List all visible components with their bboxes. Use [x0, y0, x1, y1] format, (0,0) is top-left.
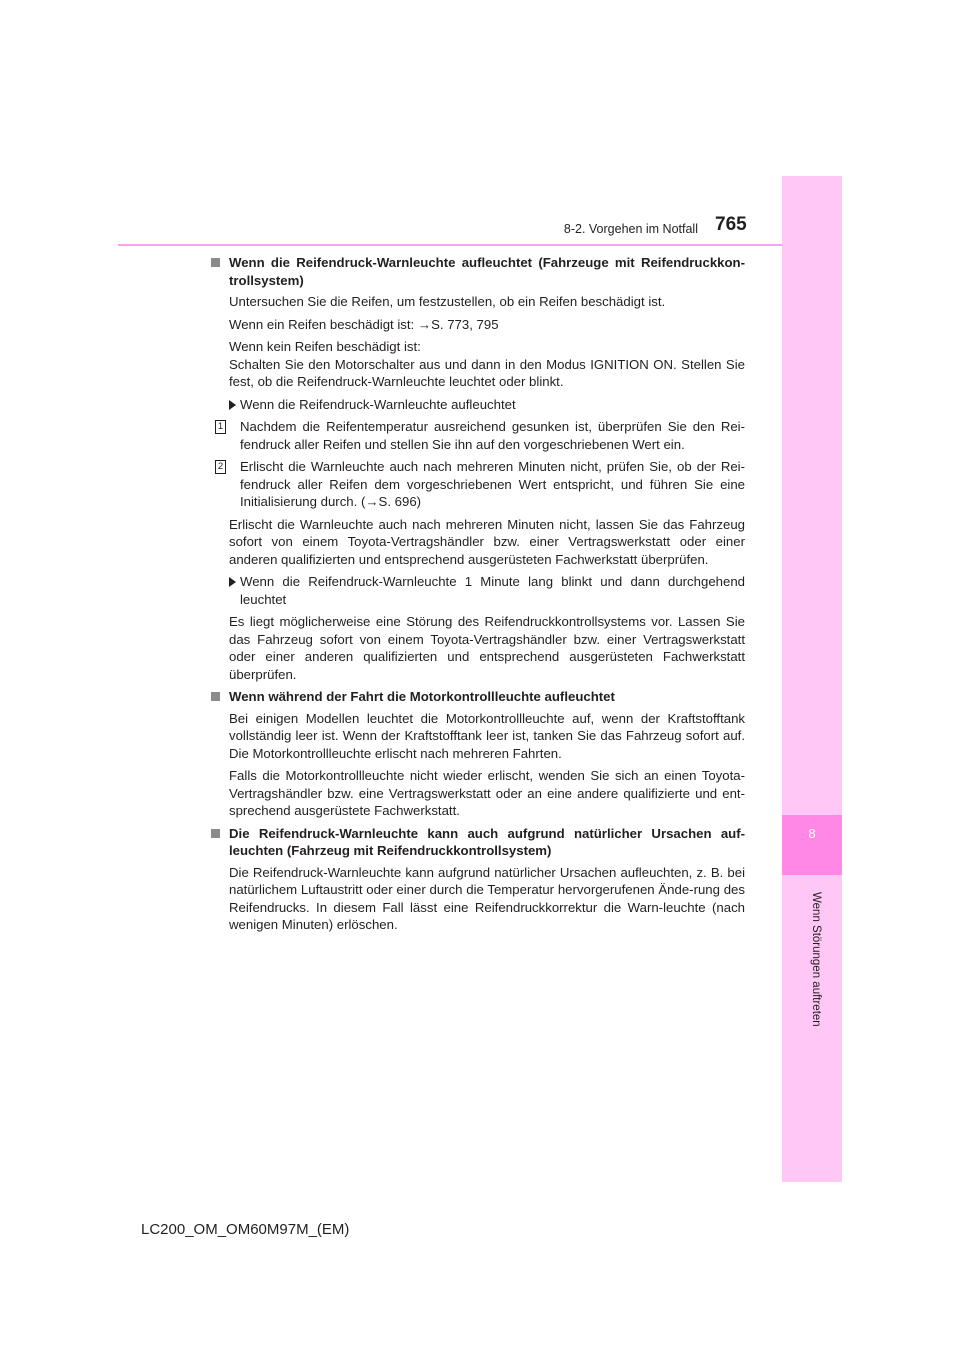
section-heading-text: Die Reifendruck-Warnleuchte kann auch aufgrund natürlicher Ursachen auf-leuchten (Fahrzeug mit Reifendruckkontrollsystem)	[229, 825, 745, 858]
paragraph-line: Schalten Sie den Motorschalter aus und dann in den Modus IGNITION ON. Stellen Sie fest, ob die Reifendruck-Warnleuchte leuchtet oder blinkt.	[229, 356, 745, 389]
sub-bullet	[229, 396, 745, 414]
sub-bullet-text: Wenn die Reifendruck-Warnleuchte 1 Minute lang blinkt und dann durchgehend leuchtet	[240, 574, 745, 607]
header-rule	[118, 244, 782, 246]
step-item	[217, 418, 745, 453]
paragraph: Wenn ein Reifen beschädigt ist: →S. 773, 795	[229, 316, 499, 332]
chapter-tab-number: 8	[808, 826, 816, 841]
section-heading	[211, 254, 745, 289]
paragraph: Untersuchen Sie die Reifen, um festzustellen, ob ein Reifen beschädigt ist.	[229, 294, 666, 309]
section-heading-text: Wenn die Reifendruck-Warnleuchte aufleuchtet (Fahrzeuge mit Reifendruckkon-trollsystem)	[229, 255, 745, 288]
step-text: Nachdem die Reifentemperatur ausreichend gesunken ist, überprüfen Sie den Rei-fendruck aller Reifen und stellen Sie ihn auf den vorgeschriebenen Wert ein.	[240, 419, 745, 452]
header-chapter: 8-2. Vorgehen im Notfall	[563, 222, 698, 236]
paragraph-line: Wenn kein Reifen beschädigt ist:	[229, 339, 421, 354]
sub-bullet	[229, 573, 745, 608]
step-item	[217, 458, 745, 511]
paragraph: Falls die Motorkontrollleuchte nicht wieder erlischt, wenden Sie sich an einen Toyota-Vertragshändler bzw. eine Vertragswerkstatt oder an eine andere qualifizierte und ent-sprechend ausgerüstete Fachwerkstatt.	[229, 768, 745, 818]
triangle-bullet-icon	[229, 400, 236, 410]
step-number: 1	[215, 420, 226, 434]
square-bullet-icon	[211, 829, 220, 838]
page-content	[211, 254, 745, 939]
paragraph	[229, 338, 745, 391]
square-bullet-icon	[211, 258, 220, 267]
section-heading-text: Wenn während der Fahrt die Motorkontrollleuchte aufleuchtet	[229, 689, 615, 704]
section-heading	[211, 688, 745, 706]
square-bullet-icon	[211, 692, 220, 701]
paragraph: Es liegt möglicherweise eine Störung des Reifendruckkontrollsystems vor. Lassen Sie das Fahrzeug sofort von einem Toyota-Vertragshändler bzw. einer Vertragswerkstatt oder einer anderen qualifizierten und entsprechend ausgerüsteten Fachwerkstatt überprüfen.	[229, 614, 745, 682]
chapter-tab	[782, 815, 842, 875]
page-number: 765	[715, 214, 747, 235]
paragraph: Bei einigen Modellen leuchtet die Motorkontrollleuchte auf, wenn der Kraftstofftank vollständig leer ist. Wenn der Kraftstofftank leer ist, tanken Sie das Fahrzeug sofort auf. Die Motorkontrollleuchte erlischt nach mehreren Fahrten.	[229, 710, 745, 761]
sub-bullet-text: Wenn die Reifendruck-Warnleuchte aufleuchtet	[240, 396, 516, 412]
step-number: 2	[215, 460, 226, 474]
section-heading	[211, 825, 745, 860]
side-strip	[782, 176, 842, 1182]
paragraph: Die Reifendruck-Warnleuchte kann aufgrund natürlicher Ursachen aufleuchten, z. B. bei natürlichem Luftaustritt oder einer durch die Temperatur hervorgerufenen Ände-rung des Reifendrucks. In diesem Fall lässt eine Reifendruckkorrektur die Warn-leuchte (nach wenigen Minuten) erlöschen.	[229, 864, 745, 932]
triangle-bullet-icon	[229, 577, 236, 587]
paragraph: Erlischt die Warnleuchte auch nach mehreren Minuten nicht, lassen Sie das Fahrzeug sofort von einem Toyota-Vertragshändler bzw. einer Vertragswerkstatt oder einer anderen qualifizierten und entsprechend ausgerüsteten Fachwerkstatt überprüfen.	[229, 516, 745, 567]
document-code: LC200_OM_OM60M97M_(EM)	[141, 1221, 350, 1238]
step-text: Erlischt die Warnleuchte auch nach mehreren Minuten nicht, prüfen Sie, ob der Rei-fendruck aller Reifen dem vorgeschriebenen Wert entspricht, und führen Sie eine Initialisierung durch. (→S. 696)	[240, 459, 745, 509]
chapter-side-title: Wenn Störungen auftreten	[810, 892, 822, 1027]
